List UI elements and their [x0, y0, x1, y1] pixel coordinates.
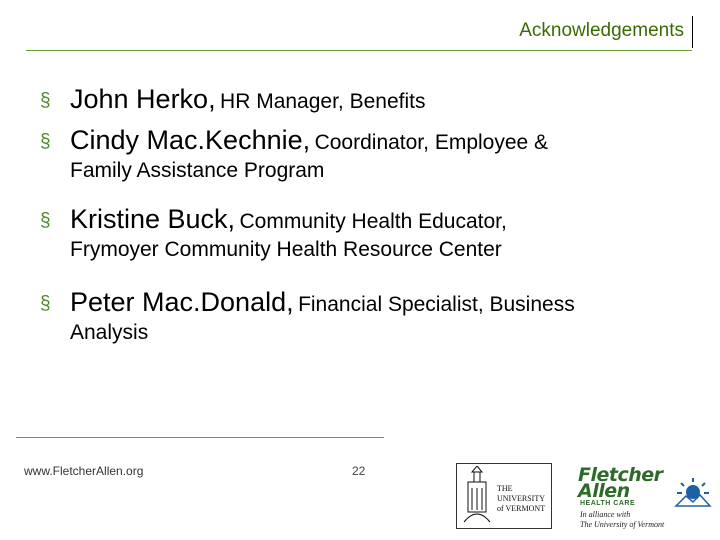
person-role-continued: Frymoyer Community Health Resource Center — [70, 238, 502, 261]
page-number: 22 — [352, 464, 366, 478]
person-role-continued: Family Assistance Program — [70, 159, 325, 182]
uvm-seal-icon — [460, 466, 494, 526]
list-item — [40, 287, 700, 367]
sun-mountain-icon — [674, 476, 712, 510]
fletcher-allen-logo — [574, 466, 714, 532]
fa-logo-tagline1: In alliance with — [580, 510, 631, 519]
person-name: John Herko, — [70, 84, 216, 114]
person-name: Peter Mac.Donald, — [70, 287, 294, 317]
person-role: Community Health Educator, — [239, 210, 507, 233]
bullet-marker: § — [40, 131, 51, 152]
bullet-marker: § — [40, 210, 51, 231]
list-item — [40, 84, 700, 125]
bullet-marker: § — [40, 293, 51, 314]
person-role: Financial Specialist, Business — [298, 293, 575, 316]
person-role-continued: Analysis — [70, 321, 149, 344]
fa-logo-line2: Allen — [578, 480, 630, 502]
bullet-marker: § — [40, 90, 51, 111]
fa-logo-line1: Fletcher — [578, 464, 663, 486]
uvm-logo — [456, 463, 552, 529]
footer-url: www.FletcherAllen.org — [24, 464, 144, 478]
fa-logo-subtitle: HEALTH CARE — [580, 500, 636, 507]
footer-rule — [16, 437, 384, 438]
header-rule — [26, 50, 692, 51]
acknowledgement-list — [40, 84, 700, 367]
header-divider — [692, 16, 693, 48]
list-item — [40, 125, 700, 204]
person-name: Kristine Buck, — [70, 204, 236, 234]
fa-logo-tagline2: The University of Vermont — [580, 520, 665, 529]
person-role: HR Manager, Benefits — [220, 90, 426, 113]
header-title: Acknowledgements — [519, 20, 684, 41]
uvm-line3: of VERMONT — [497, 504, 546, 513]
uvm-line2: UNIVERSITY — [497, 494, 545, 503]
person-role: Coordinator, Employee & — [314, 131, 549, 154]
uvm-line1: THE — [497, 484, 513, 493]
person-name: Cindy Mac.Kechnie, — [70, 125, 311, 155]
list-item — [40, 204, 700, 287]
